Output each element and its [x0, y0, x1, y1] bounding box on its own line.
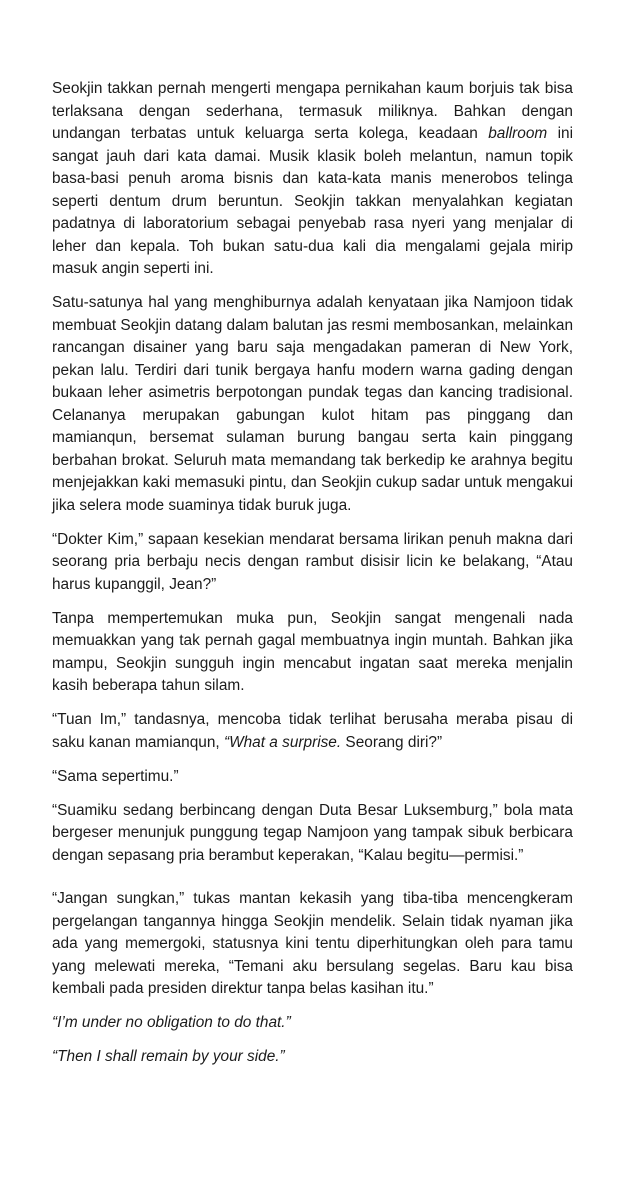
paragraph-6-text: “Sama sepertimu.”: [52, 767, 179, 785]
paragraph-7-text: “Suamiku sedang berbincang dengan Duta Besar Luksemburg,” bola mata bergeser menunjuk punggung tegap Namjoon yang tampak sibuk berbicara dengan sepasang pria berambut keperakan, “Kalau begitu—permisi.”: [52, 801, 573, 864]
paragraph-1-italic-ballroom: ballroom: [488, 125, 548, 142]
paragraph-8-text: “Jangan sungkan,” tukas mantan kekasih yang tiba-tiba mencengkeram pergelangan tangannya hingga Seokjin mendelik. Selain tidak nyaman jika ada yang memergoki, statusnya kini tentu diperhitungkan oleh para tamu yang melewati mereka, “Temani aku bersulang segelas. Baru kau bisa kembali pada presiden direktur tanpa belas kasihan itu.”: [52, 890, 573, 997]
paragraph-3: [52, 529, 573, 597]
paragraph-8: [52, 888, 573, 1001]
paragraph-2: [52, 292, 573, 517]
paragraph-1-text-2: ini sangat jauh dari kata damai. Musik klasik boleh melantun, namun topik basa-basi penuh aroma bisnis dan kata-kata manis menerobos telinga seperti dentum drum beruntun. Seokjin takkan menyalahkan kegiatan padatnya di laboratorium sebagai penyebab rasa nyeri yang menjalar di leher dan kepala. Toh bukan satu-dua kali dia mengalami gejala mirip masuk angin seperti ini.: [52, 125, 573, 277]
paragraph-2-text: Satu-satunya hal yang menghiburnya adalah kenyataan jika Namjoon tidak membuat Seokjin datang dalam balutan jas resmi membosankan, melainkan rancangan disainer yang baru saja mengadakan pameran di New York, pekan lalu. Terdiri dari tunik bergaya hanfu modern warna gading dengan bukaan leher asimetris berpotongan pundak tegas dan kancing tradisional. Celananya merupakan gabungan kulot hitam pas pinggang dan mamianqun, bersemat sulaman burung bangau serta kain pinggang berbahan brokat. Seluruh mata memandang tak berkedip ke arahnya begitu menjejakkan kaki memasuki pintu, dan Seokjin cukup sadar untuk mengakui jika selera mode suaminya tidak buruk juga.: [52, 294, 573, 514]
paragraph-1-text-1: Seokjin takkan pernah mengerti mengapa pernikahan kaum borjuis tak bisa terlaksana dengan sederhana, termasuk miliknya. Bahkan dengan undangan terbatas untuk keluarga serta kolega, keadaan: [52, 80, 573, 142]
paragraph-1: [52, 78, 573, 281]
paragraph-9-italic-text: “I’m under no obligation to do that.”: [52, 1014, 291, 1031]
paragraph-10: [52, 1046, 573, 1069]
paragraph-3-text: “Dokter Kim,” sapaan kesekian mendarat bersama lirikan penuh makna dari seorang pria berbaju necis dengan rambut disisir licin ke belakang, “Atau harus kupanggil, Jean?”: [52, 530, 573, 593]
paragraph-4: [52, 608, 573, 698]
paragraph-5-text-1: “Tuan Im,” tandasnya, mencoba tidak terlihat berusaha meraba pisau di saku kanan mamianqun,: [52, 711, 573, 751]
paragraph-7: [52, 800, 573, 868]
document-page: [52, 78, 573, 1080]
paragraph-4-text: Tanpa mempertemukan muka pun, Seokjin sangat mengenali nada memuakkan yang tak pernah gagal membuatnya ingin muntah. Bahkan jika mampu, Seokjin sungguh ingin mencabut ingatan saat mereka menjalin kasih beberapa tahun silam.: [52, 609, 573, 694]
paragraph-5-text-2: Seorang diri?”: [341, 733, 443, 751]
paragraph-10-italic-text: “Then I shall remain by your side.”: [52, 1048, 285, 1065]
paragraph-6: [52, 766, 573, 789]
paragraph-5: [52, 709, 573, 754]
paragraph-9: [52, 1012, 573, 1035]
paragraph-5-italic-what-a-surprise: “What a surprise.: [223, 733, 342, 751]
